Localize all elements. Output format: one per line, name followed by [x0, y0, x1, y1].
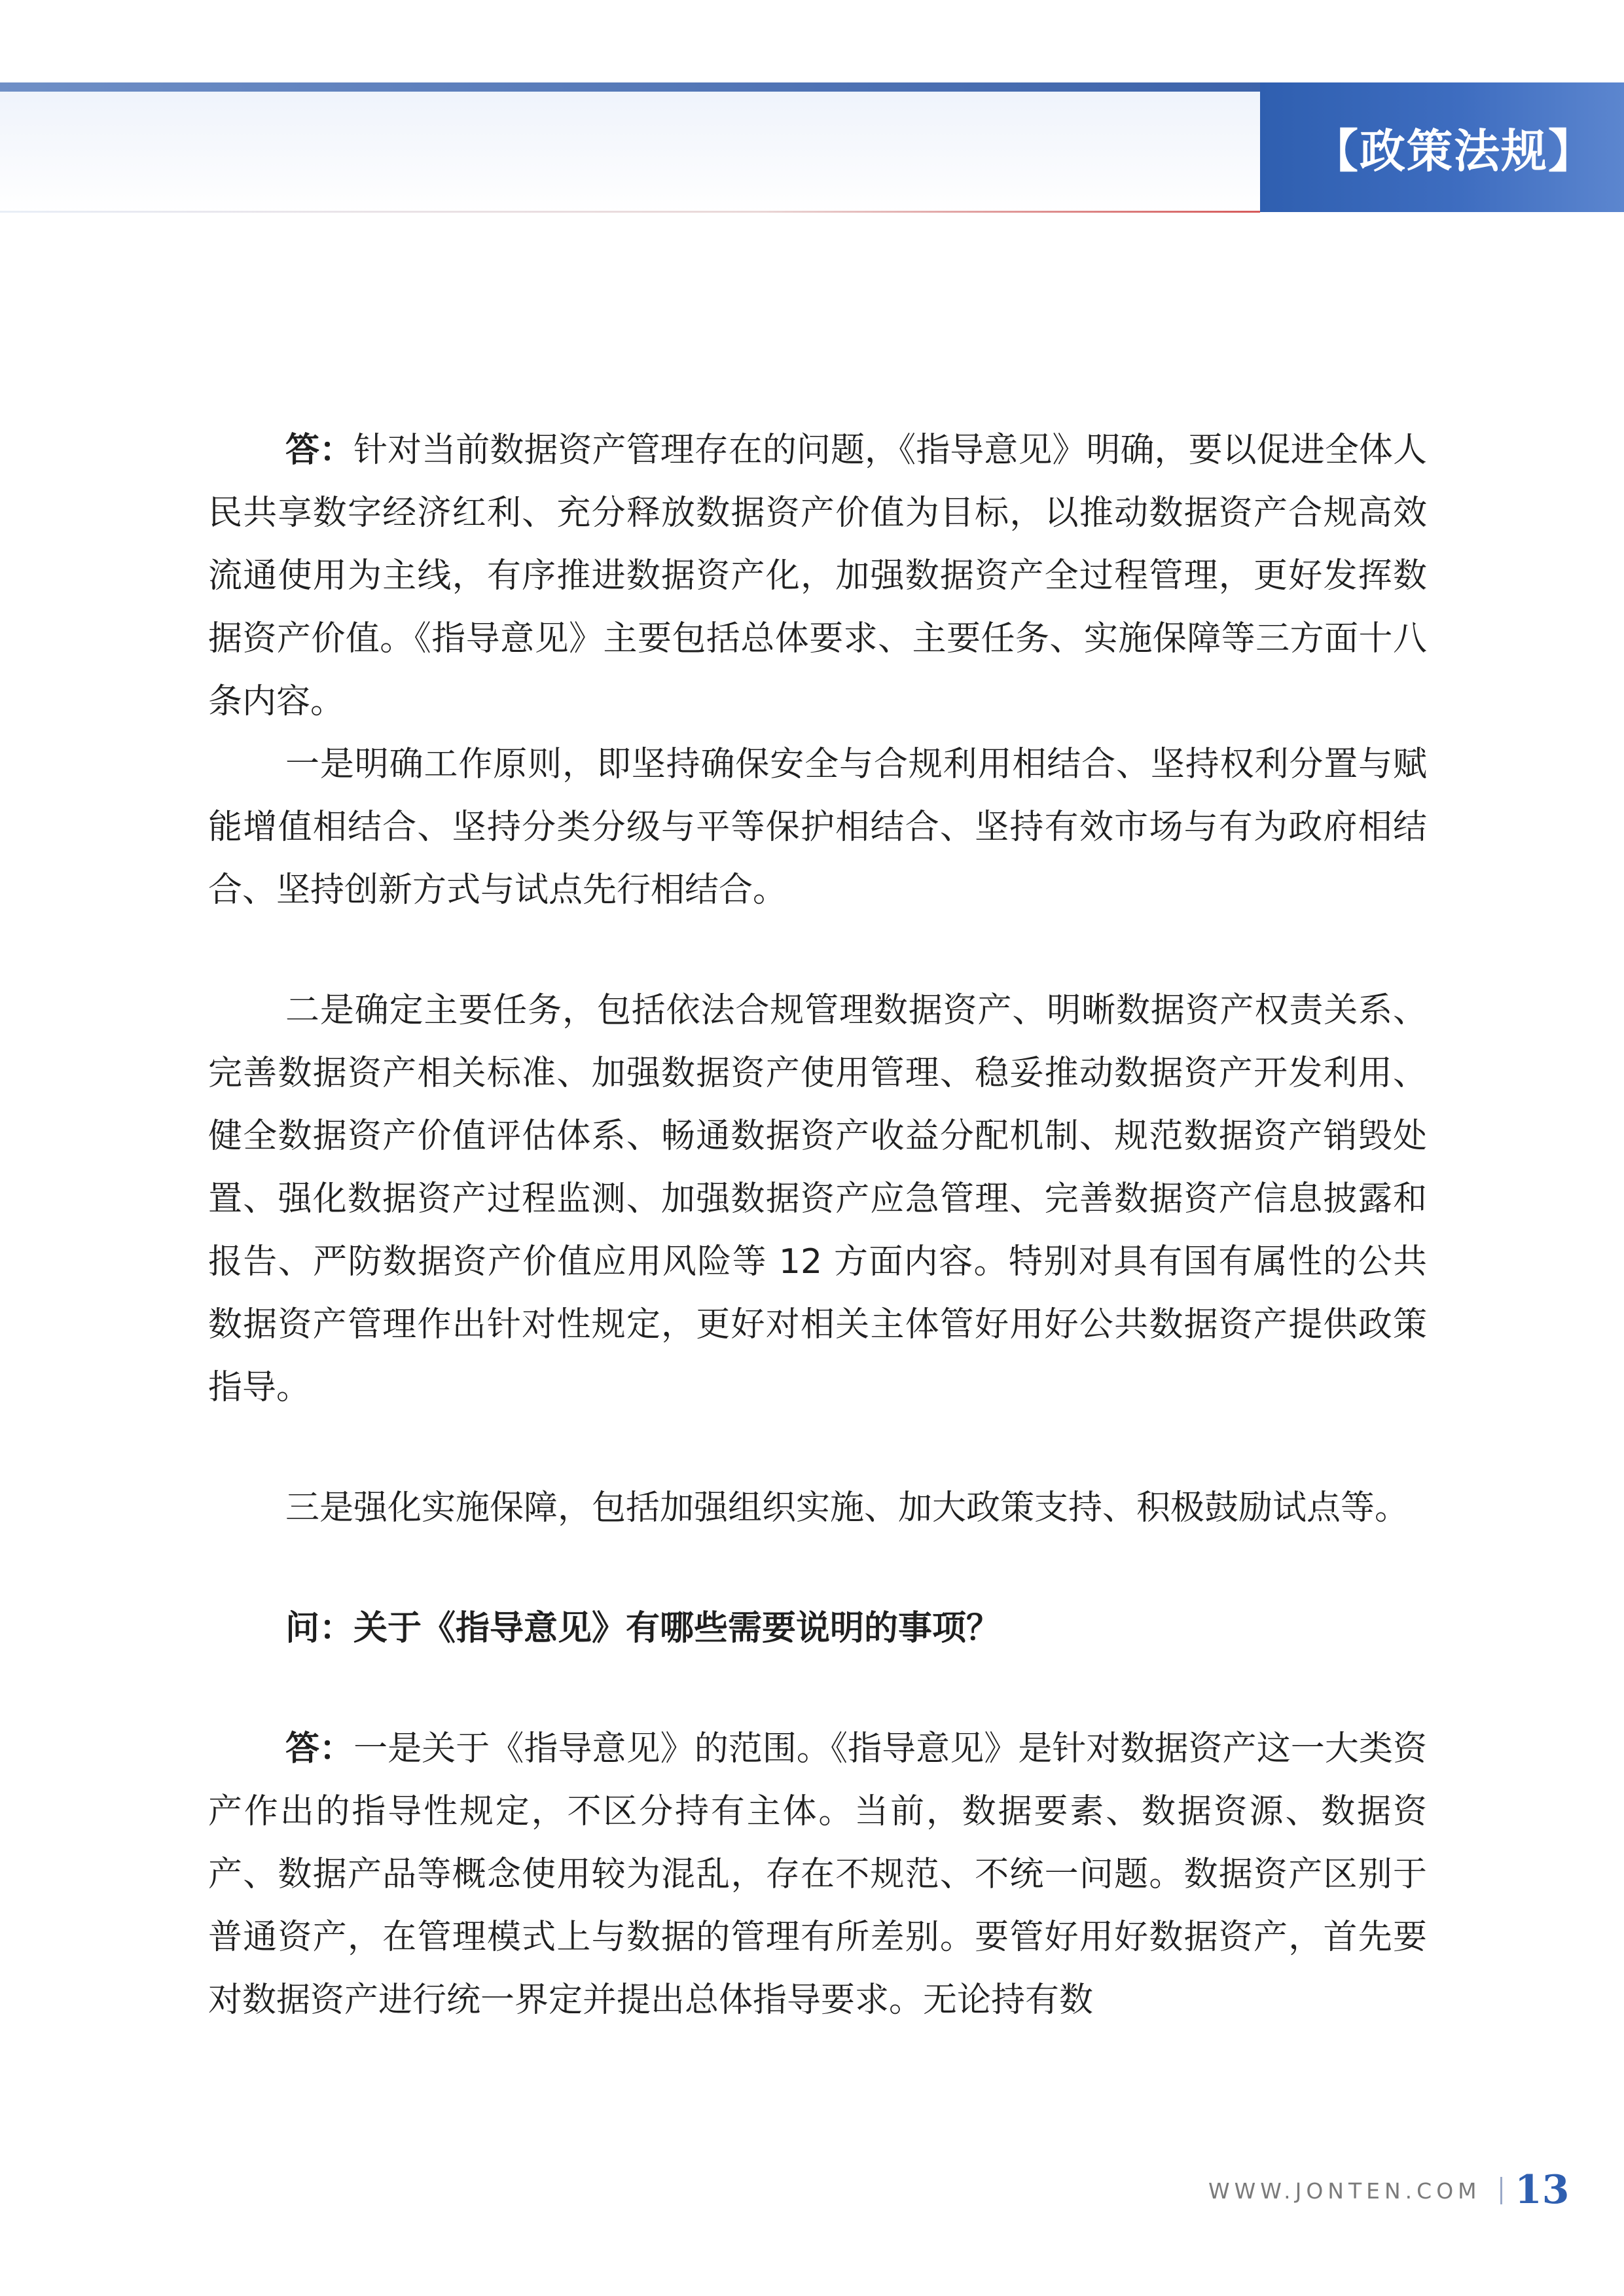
- answer-label: 答：: [285, 1729, 354, 1768]
- paragraph-gap: [208, 1419, 1427, 1477]
- paragraph-gap: [208, 1539, 1427, 1597]
- support-paragraph: 三是强化实施保障，包括加强组织实施、加大政策支持、积极鼓励试点等。: [285, 1488, 1409, 1528]
- answer-label: 答：: [285, 431, 354, 470]
- answer-text: 针对当前数据资产管理存在的问题，《指导意见》明确，要以促进全体人民共享数字经济红利、充分释放数据资产价值为目标，以推动数据资产合规高效流通使用为主线，有序推进数据资产化，加强数据资产全过程管理，更好发挥数据资产价值。《指导意见》主要包括总体要求、主要任务、实施保障等三方面十八条内容。: [208, 431, 1427, 721]
- header-bottom-line: [0, 211, 1260, 213]
- question-heading: 问：关于《指导意见》有哪些需要说明的事项？: [285, 1609, 1001, 1648]
- answer-paragraph-2: [208, 1717, 1427, 2032]
- answer-text: 一是关于《指导意见》的范围。《指导意见》是针对数据资产这一大类资产作出的指导性规定，不区分持有主体。当前，数据要素、数据资源、数据资产、数据产品等概念使用较为混乱，存在不规范、不统一问题。数据资产区别于普通资产，在管理模式上与数据的管理有所差别。要管好用好数据资产，首先要对数据资产进行统一界定并提出总体指导要求。无论持有数: [208, 1729, 1427, 2020]
- answer-paragraph-1: [208, 419, 1427, 733]
- section-tag: [1260, 82, 1624, 212]
- page-number: 13: [1515, 2167, 1570, 2213]
- footer-website: WWW.JONTEN.COM: [1208, 2178, 1481, 2204]
- article-body: [208, 419, 1427, 2032]
- paragraph-gap: [208, 1660, 1427, 1717]
- tasks-paragraph: 二是确定主要任务，包括依法合规管理数据资产、明晰数据资产权责关系、完善数据资产相关标准、加强数据资产使用管理、稳妥推动数据资产开发利用、健全数据资产价值评估体系、畅通数据资产收益分配机制、规范数据资产销毁处置、强化数据资产过程监测、加强数据资产应急管理、完善数据资产信息披露和报告、严防数据资产价值应用风险等 12 方面内容。特别对具有国有属性的公共数据资产管理作出针对性规定，更好对相关主体管好用好公共数据资产提供政策指导。: [208, 991, 1427, 1407]
- header-band: [0, 82, 1260, 212]
- header-top-line: [0, 82, 1260, 92]
- principle-paragraph: 一是明确工作原则，即坚持确保安全与合规利用相结合、坚持权利分置与赋能增值相结合、坚持分类分级与平等保护相结合、坚持有效市场与有为政府相结合、坚持创新方式与试点先行相结合。: [208, 745, 1427, 910]
- paragraph-gap: [208, 922, 1427, 979]
- section-tag-label: 【政策法规】: [1312, 123, 1595, 178]
- footer-divider: [1500, 2177, 1502, 2204]
